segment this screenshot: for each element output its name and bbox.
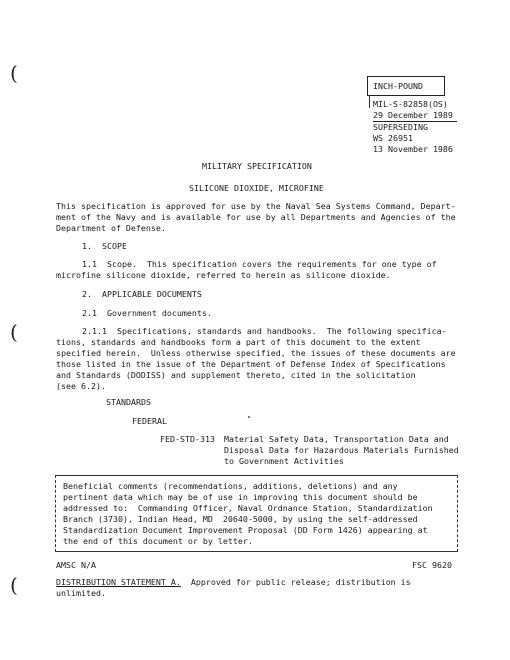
standards-label: STANDARDS [106,397,151,407]
government-documents-heading: 2.1 Government documents. [82,308,212,318]
fed-std-id: FED-STD-313 [160,434,215,444]
scope-line: 1.1 Scope. This specification covers the requirements for one type of [82,259,437,269]
intro-line: ment of the Navy and is available for use by all Departments and Agencies of the [56,212,456,222]
document-date: 29 December 1989 [373,110,453,120]
intro-line: This specification is approved for use by the Naval Sea Systems Command, Depart- [56,201,456,211]
beneficial-comments-box [55,475,458,552]
comment-line: Beneficial comments (recommendations, additions, deletions) and any [63,481,398,491]
federal-label: FEDERAL [132,416,167,426]
fed-std-title-line: Material Safety Data, Transportation Data and [224,434,449,444]
distribution-statement [56,577,411,588]
document-number: MIL-S-82858(OS) [373,99,448,109]
specifications-line: tions, standards and handbooks form a part of this document to the extent [56,337,421,347]
margin-mark-middle: ( [10,320,18,344]
specifications-line: specified herein. Unless otherwise specified, the issues of these documents are [56,348,456,358]
scope-line: microfine silicone dioxide, referred to herein as silicone dioxide. [56,270,391,280]
distribution-text: Approved for public release; distribution is [180,577,411,587]
specifications-line: (see 6.2). [56,381,106,391]
comment-line: addressed to: Commanding Officer, Naval Ordnance Station, Standardization [63,503,433,513]
inch-pound-box [367,76,445,96]
superseded-number: WS 26951 [373,133,413,143]
amsc-label: AMSC N/A [56,560,96,570]
margin-mark-bottom: ( [10,573,18,597]
specifications-line: and Standards (DODISS) and supplement thereto, cited in the solicitation [56,370,416,380]
specifications-line: those listed in the issue of the Department of Defense Index of Specifications [56,359,446,369]
header-rule [369,96,370,108]
military-specification-title: MILITARY SPECIFICATION [202,161,312,171]
section-2-heading: 2. APPLICABLE DOCUMENTS [82,289,202,299]
fed-std-title-line: Disposal Data for Hazardous Materials Furnished [224,445,459,455]
superseding-label: SUPERSEDING [373,122,428,132]
specifications-line: 2.1.1 Specifications, standards and handbooks. The following specifica- [82,326,447,336]
speck [248,416,250,418]
section-1-heading: 1. SCOPE [82,241,127,251]
distribution-text-continued: unlimited. [56,588,106,598]
inch-pound-label: INCH-POUND [373,81,423,91]
comment-line: Standardization Document Improvement Proposal (DD Form 1426) appearing at [63,525,428,535]
superseded-date: 13 November 1986 [373,144,453,154]
margin-mark-top: ( [10,61,18,85]
intro-line: Department of Defense. [56,223,166,233]
fed-std-title-line: to Government Activities [224,456,344,466]
fsc-label: FSC 9620 [412,560,452,570]
comment-line: pertinent data which may be of use in improving this document should be [63,492,418,502]
comment-line: the end of this document or by letter. [63,536,253,546]
distribution-label: DISTRIBUTION STATEMENT A. [56,577,181,587]
comment-line: Branch (3730), Indian Head, MD 20640-5000, by using the self-addressed [63,514,418,524]
subject-title: SILICONE DIOXIDE, MICROFINE [189,183,324,193]
